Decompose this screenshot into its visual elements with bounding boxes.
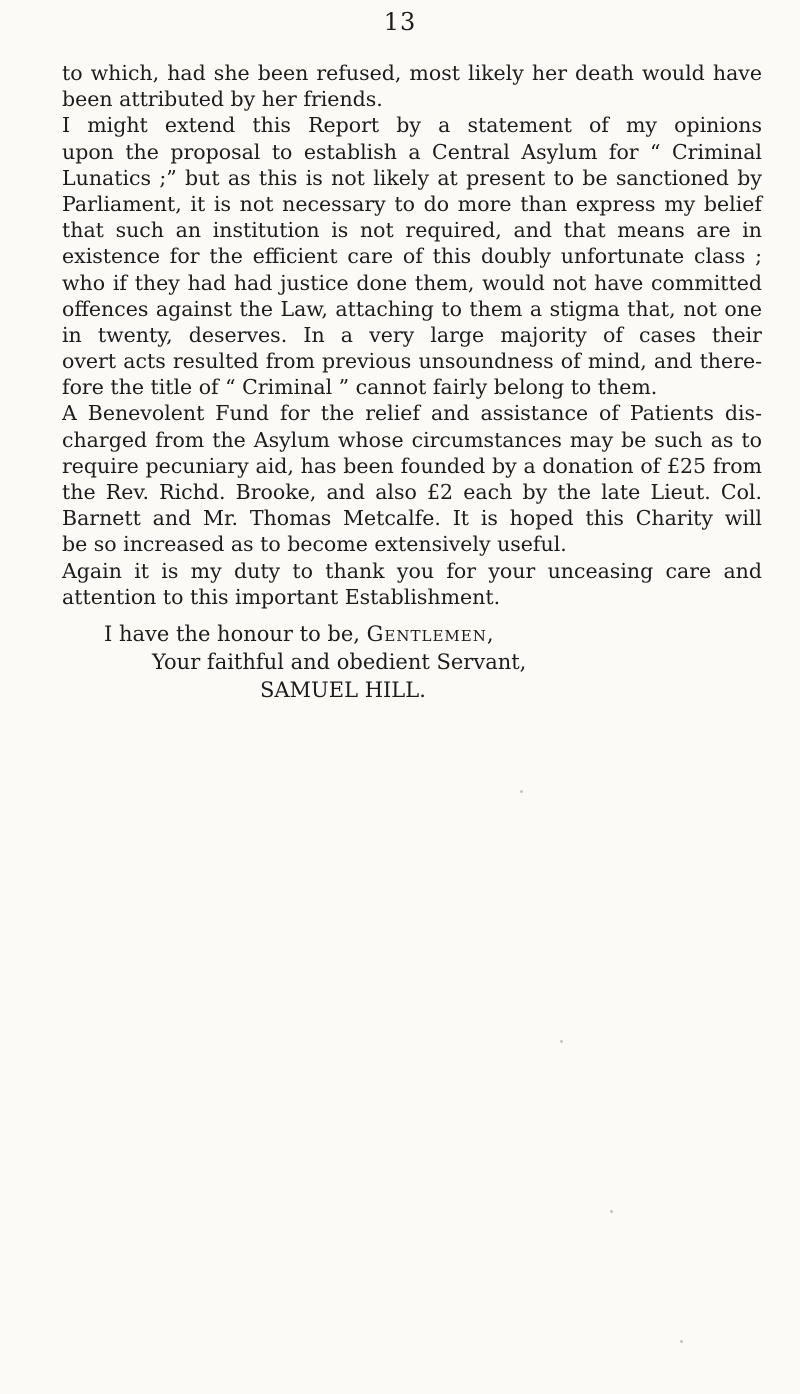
signature: SAMUEL HILL.	[260, 678, 426, 702]
text-line: Again it is my duty to thank you for your unceasing care and	[62, 558, 762, 583]
paper-speck	[680, 1340, 683, 1343]
text-line: I might extend this Report by a statement of my opinions	[62, 113, 762, 138]
closing-addressee: Gentlemen,	[366, 622, 495, 646]
text-line: offences against the Law, attaching to them a stigma that, not one	[62, 296, 762, 321]
paper-speck	[520, 790, 523, 793]
closing-salutation-line	[104, 620, 800, 648]
text-line: Barnett and Mr. Thomas Metcalfe. It is hoped this Charity will	[62, 506, 762, 531]
text-line: attention to this important Establishment.	[62, 584, 501, 609]
paragraph	[62, 60, 762, 112]
paragraph	[62, 400, 762, 557]
paper-speck	[560, 1040, 563, 1043]
closing-valediction: Your faithful and obedient Servant,	[152, 650, 527, 674]
text-line: Lunatics ;” but as this is not likely at present to be sanctioned by	[62, 165, 762, 190]
text-line: require pecuniary aid, has been founded by a donation of £25 from	[62, 453, 762, 478]
closing-salutation: I have the honour to be,	[104, 622, 360, 646]
text-line: overt acts resulted from previous unsoundness of mind, and there-	[62, 349, 762, 374]
text-line: A Benevolent Fund for the relief and assistance of Patients dis-	[62, 401, 762, 426]
page-number: 13	[383, 8, 417, 36]
letter-body	[62, 60, 762, 610]
text-line: charged from the Asylum whose circumstances may be such as to	[62, 427, 762, 452]
paragraph	[62, 112, 762, 400]
text-line: that such an institution is not required, and that means are in	[62, 218, 762, 243]
text-line: been attributed by her friends.	[62, 87, 383, 112]
letter-closing	[0, 620, 800, 704]
text-line: upon the proposal to establish a Central Asylum for “ Criminal	[62, 139, 762, 164]
paragraph	[62, 558, 762, 610]
text-line: be so increased as to become extensively useful.	[62, 532, 567, 557]
text-line: Parliament, it is not necessary to do more than express my belief	[62, 191, 762, 216]
text-line: existence for the efficient care of this doubly unfortunate class ;	[62, 244, 762, 269]
text-line: fore the title of “ Criminal ” cannot fairly belong to them.	[62, 375, 658, 400]
text-line: the Rev. Richd. Brooke, and also £2 each by the late Lieut. Col.	[62, 480, 762, 504]
text-line: in twenty, deserves. In a very large majority of cases their	[62, 322, 762, 347]
text-line: to which, had she been refused, most likely her death would have	[62, 61, 762, 85]
text-line: who if they had had justice done them, would not have committed	[62, 270, 762, 295]
paper-speck	[610, 1210, 613, 1213]
